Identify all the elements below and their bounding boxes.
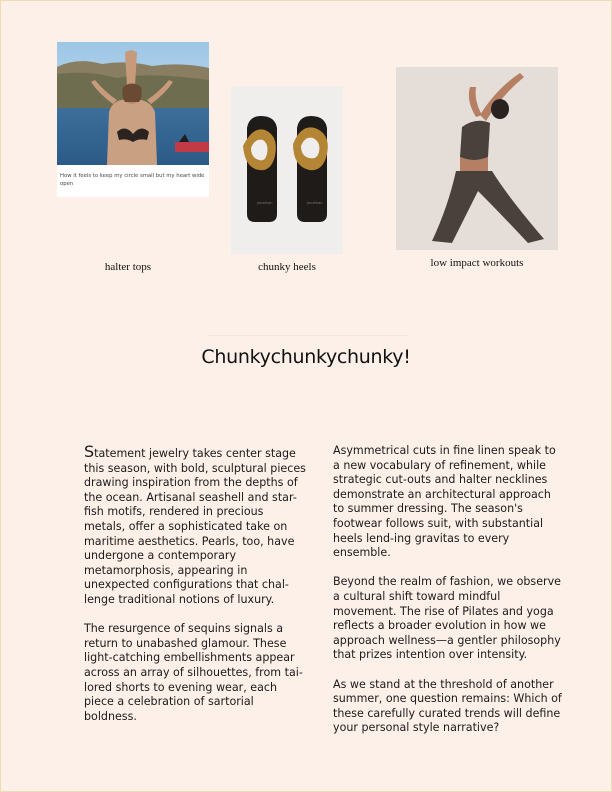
left-paragraph-1 [84,442,306,608]
workout-photo [396,67,558,250]
right-paragraph-1: Asymmetrical cuts in fine linen speak to a new vocabulary of refinement, while strategic cut-outs and halter necklines demonstrate an architectural approach to summer dressing. The season's footwear follows suit, with substantial heels lend-ing gravitas to every ensemble. [333,444,556,560]
headline: Chunkychunkychunky! [201,346,411,368]
image-overlay-caption: How it feels to keep my circle small but my heart wide open [60,173,205,187]
left-column [84,442,306,739]
caption-low-impact-workouts: low impact workouts [430,257,524,269]
yoga-pose-image [396,67,558,250]
right-paragraph-3: As we stand at the threshold of another summer, one question remains: Which of these carefully curated trends will define your personal style narrative? [333,677,562,735]
headline-rule [208,335,408,336]
sea-scene-image [57,42,209,165]
chunky-heels-photo [231,86,343,254]
svg-text:Jonathan: Jonathan [257,201,273,205]
svg-text:Jonathan: Jonathan [307,201,323,205]
caption-chunky-heels: chunky heels [258,261,316,273]
halter-top-photo [57,42,209,197]
left-paragraph-2: The resurgence of sequins signals a return to unabashed glamour. These light-catching embellishments appear across an array of silhouettes, from tai-lored shorts to evening wear, each piece a celebration of sartorial boldness. [84,622,303,723]
left-paragraph-1-text: tatement jewelry takes center stage this season, with bold, sculptural pieces drawing inspiration from the depths of the ocean. Artisanal seashell and star-fish motifs, rendered in precious metals, offer a sophisticated take on maritime aesthetics. Pearls, too, have undergone a contemporary metamorphosis, appearing in unexpected configurations that chal-lenge traditional notions of luxury. [84,447,306,606]
right-paragraph-2: Beyond the realm of fashion, we observe a cultural shift toward mindful movement. The rise of Pilates and yoga reflects a broader evolution in how we approach wellness—a gentler philosophy that prizes intention over intensity. [333,575,561,662]
heels-image [231,86,343,254]
right-column [333,444,563,750]
caption-halter-tops: halter tops [104,261,152,273]
drop-letter: S [84,442,95,461]
